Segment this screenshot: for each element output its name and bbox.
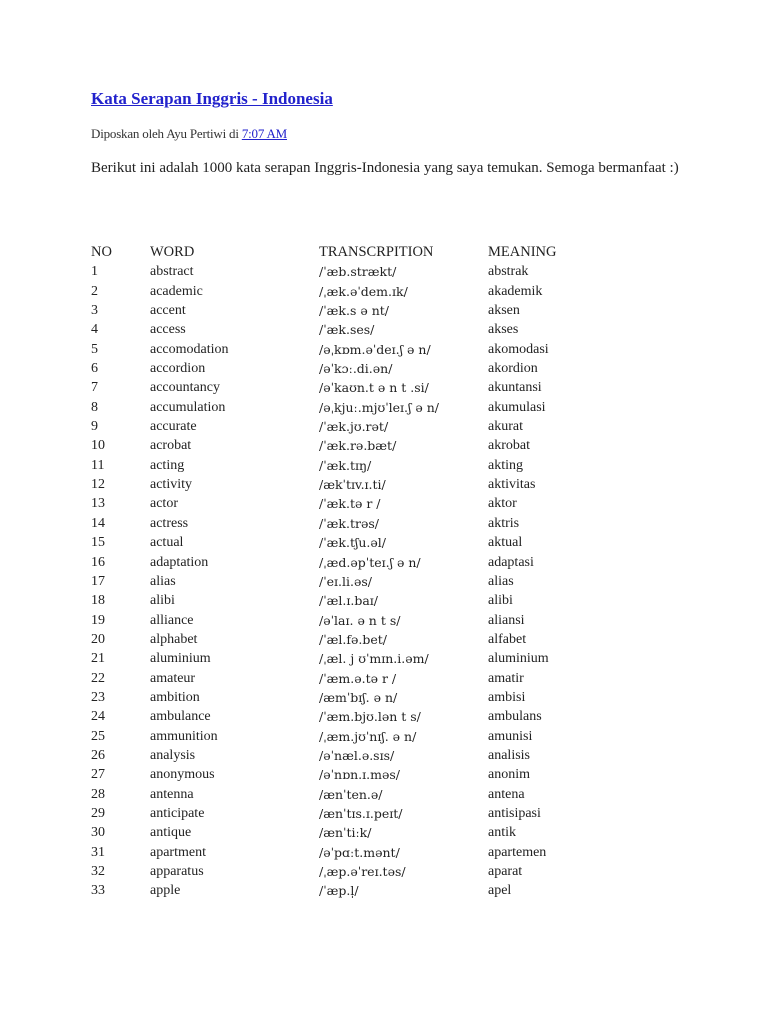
row-number: 18 — [91, 593, 105, 609]
row-word: ambulance — [150, 709, 211, 725]
row-word: alphabet — [150, 631, 198, 647]
table-row — [91, 378, 651, 397]
row-meaning: akumulasi — [488, 399, 546, 415]
row-transcription: /ˈæp.l̩/ — [319, 883, 359, 899]
row-word: antique — [150, 825, 192, 841]
row-meaning: ambisi — [488, 689, 526, 705]
row-transcription: /əˈnæl.ə.sɪs/ — [319, 747, 395, 763]
row-transcription: /ˈæl.fə.bet/ — [319, 631, 387, 647]
row-transcription: /ˈæm.ə.tə r / — [319, 670, 397, 686]
row-meaning: akurat — [488, 419, 523, 435]
row-number: 10 — [91, 438, 105, 454]
row-transcription: /əˌkjuː.mjʊˈleɪ.ʃ ə n/ — [319, 399, 440, 415]
table-row — [91, 727, 651, 746]
row-word: activity — [150, 477, 192, 493]
table-row — [91, 262, 651, 281]
table-row — [91, 669, 651, 688]
row-meaning: akting — [488, 457, 523, 473]
row-meaning: akses — [488, 322, 519, 338]
row-transcription: /ˌæl. j ʊˈmɪn.i.əm/ — [319, 651, 429, 667]
row-number: 27 — [91, 767, 105, 783]
row-transcription: /ˈæk.s ə nt/ — [319, 303, 389, 319]
row-number: 16 — [91, 554, 105, 570]
row-transcription: /ˈæk.jʊ.rət/ — [319, 419, 389, 435]
row-number: 21 — [91, 651, 105, 667]
table-row — [91, 514, 651, 533]
row-meaning: aksen — [488, 303, 520, 319]
row-number: 4 — [91, 322, 98, 338]
table-row — [91, 611, 651, 630]
row-number: 2 — [91, 283, 98, 299]
header-no: NO — [91, 244, 112, 260]
row-transcription: /ænˈtiːk/ — [319, 825, 372, 841]
row-number: 20 — [91, 631, 105, 647]
row-number: 13 — [91, 496, 105, 512]
row-number: 1 — [91, 264, 98, 280]
table-row — [91, 553, 651, 572]
row-number: 5 — [91, 341, 98, 357]
row-meaning: adaptasi — [488, 554, 534, 570]
row-meaning: aktual — [488, 535, 523, 551]
row-meaning: akordion — [488, 361, 538, 377]
row-word: anonymous — [150, 767, 215, 783]
post-author-label: Diposkan oleh Ayu Pertiwi di — [91, 126, 242, 141]
row-number: 30 — [91, 825, 105, 841]
row-number: 23 — [91, 689, 105, 705]
row-number: 6 — [91, 361, 98, 377]
row-meaning: alfabet — [488, 631, 527, 647]
row-transcription: /ˈeɪ.li.əs/ — [319, 573, 373, 589]
row-word: ambition — [150, 689, 200, 705]
row-number: 24 — [91, 709, 105, 725]
row-number: 11 — [91, 457, 105, 473]
row-number: 8 — [91, 399, 98, 415]
row-word: actress — [150, 515, 189, 531]
table-row — [91, 301, 651, 320]
post-meta — [91, 126, 287, 142]
table-row — [91, 785, 651, 804]
row-transcription: /ˈæk.trəs/ — [319, 515, 379, 531]
row-word: abstract — [150, 264, 194, 280]
row-transcription: /ˌæd.əpˈteɪ.ʃ ə n/ — [319, 554, 421, 570]
row-meaning: apartemen — [488, 844, 547, 860]
row-transcription: /ˌæm.jʊˈnɪʃ. ə n/ — [319, 728, 417, 744]
row-word: alliance — [150, 612, 194, 628]
row-number: 7 — [91, 380, 98, 396]
table-row — [91, 707, 651, 726]
row-transcription: /əˌkɒm.əˈdeɪ.ʃ ə n/ — [319, 341, 431, 357]
row-number: 29 — [91, 805, 105, 821]
row-meaning: aktivitas — [488, 477, 536, 493]
header-transcription: TRANSCRPITION — [319, 244, 434, 260]
row-meaning: amatir — [488, 670, 524, 686]
row-transcription: /æmˈbɪʃ. ə n/ — [319, 689, 398, 705]
row-word: accountancy — [150, 380, 220, 396]
row-word: ammunition — [150, 728, 218, 744]
row-number: 22 — [91, 670, 105, 686]
row-meaning: akrobat — [488, 438, 530, 454]
row-word: access — [150, 322, 186, 338]
row-number: 28 — [91, 786, 105, 802]
row-word: apple — [150, 883, 181, 899]
row-word: acting — [150, 457, 185, 473]
row-transcription: /ˌæp.əˈreɪ.təs/ — [319, 864, 406, 879]
row-word: alias — [150, 573, 176, 589]
table-row — [91, 533, 651, 552]
table-row — [91, 340, 651, 359]
row-word: accent — [150, 303, 186, 319]
table-row — [91, 765, 651, 784]
table-header-row — [91, 243, 651, 262]
row-number: 32 — [91, 864, 105, 879]
row-meaning: aparat — [488, 864, 523, 879]
row-transcription: /ˈæk.tʃu.əl/ — [319, 535, 386, 551]
row-transcription: /ˈæk.tɪŋ/ — [319, 457, 372, 473]
row-meaning: aliansi — [488, 612, 525, 628]
table-row — [91, 475, 651, 494]
table-row — [91, 282, 651, 301]
row-transcription: /ænˈten.ə/ — [319, 786, 383, 802]
header-meaning: MEANING — [488, 244, 557, 260]
row-number: 12 — [91, 477, 105, 493]
row-word: accurate — [150, 419, 197, 435]
row-word: actor — [150, 496, 178, 512]
table-row — [91, 823, 651, 842]
row-word: anticipate — [150, 805, 205, 821]
row-meaning: aktor — [488, 496, 517, 512]
row-word: actual — [150, 535, 184, 551]
row-number: 14 — [91, 515, 105, 531]
row-transcription: /əˈpɑːt.mənt/ — [319, 844, 400, 860]
row-number: 9 — [91, 419, 98, 435]
row-number: 19 — [91, 612, 105, 628]
intro-paragraph: Berikut ini adalah 1000 kata serapan Inggris-Indonesia yang saya temukan. Semoga bermanfaat :) — [91, 160, 679, 176]
row-number: 15 — [91, 535, 105, 551]
row-word: acrobat — [150, 438, 192, 454]
table-row — [91, 630, 651, 649]
row-word: alibi — [150, 593, 175, 609]
row-word: apparatus — [150, 864, 204, 879]
table-row — [91, 572, 651, 591]
row-number: 31 — [91, 844, 105, 860]
table-row — [91, 746, 651, 765]
row-meaning: antena — [488, 786, 525, 802]
row-transcription: /ˈæk.rə.bæt/ — [319, 438, 397, 454]
row-transcription: /əˈkaʊn.t ə n t .si/ — [319, 380, 429, 396]
row-transcription: /əˈnɒn.ɪ.məs/ — [319, 767, 400, 783]
table-row — [91, 862, 651, 881]
table-row — [91, 804, 651, 823]
row-meaning: analisis — [488, 747, 530, 763]
row-meaning: akademik — [488, 283, 543, 299]
row-word: accomodation — [150, 341, 229, 357]
row-word: academic — [150, 283, 203, 299]
row-meaning: akuntansi — [488, 380, 542, 396]
row-meaning: apel — [488, 883, 512, 899]
row-transcription: /ænˈtɪs.ɪ.peɪt/ — [319, 805, 403, 821]
row-number: 26 — [91, 747, 105, 763]
word-table — [91, 243, 651, 901]
row-meaning: alias — [488, 573, 514, 589]
row-meaning: antik — [488, 825, 516, 841]
row-transcription: /ˈæk.ses/ — [319, 322, 375, 338]
table-row — [91, 843, 651, 862]
row-transcription: /ˈæl.ɪ.baɪ/ — [319, 593, 379, 609]
table-row — [91, 359, 651, 378]
row-word: adaptation — [150, 554, 209, 570]
table-row — [91, 494, 651, 513]
table-body — [91, 262, 651, 900]
row-transcription: /əˈkɔː.di.ən/ — [319, 361, 393, 377]
row-meaning: aktris — [488, 515, 520, 531]
row-word: accumulation — [150, 399, 226, 415]
row-transcription: /ˈæb.strækt/ — [319, 264, 397, 280]
row-transcription: /ækˈtɪv.ɪ.ti/ — [319, 477, 386, 493]
row-transcription: /əˈlaɪ. ə n t s/ — [319, 612, 401, 628]
row-word: analysis — [150, 747, 196, 763]
table-row — [91, 456, 651, 475]
row-transcription: /ˌæk.əˈdem.ɪk/ — [319, 283, 408, 299]
row-meaning: anonim — [488, 767, 530, 783]
row-number: 3 — [91, 303, 98, 319]
row-transcription: /ˈæk.tə r / — [319, 496, 381, 512]
row-meaning: abstrak — [488, 264, 529, 280]
row-word: amateur — [150, 670, 196, 686]
row-word: antenna — [150, 786, 194, 802]
row-number: 17 — [91, 573, 105, 589]
row-meaning: amunisi — [488, 728, 533, 744]
table-row — [91, 591, 651, 610]
row-meaning: antisipasi — [488, 805, 541, 821]
table-row — [91, 649, 651, 668]
table-row — [91, 398, 651, 417]
table-row — [91, 320, 651, 339]
row-word: apartment — [150, 844, 206, 860]
table-row — [91, 688, 651, 707]
row-word: aluminium — [150, 651, 211, 667]
row-transcription: /ˈæm.bjʊ.lən t s/ — [319, 709, 421, 725]
row-number: 25 — [91, 728, 105, 744]
table-row — [91, 881, 651, 900]
row-meaning: akomodasi — [488, 341, 549, 357]
row-meaning: ambulans — [488, 709, 542, 725]
row-meaning: aluminium — [488, 651, 549, 667]
table-row — [91, 436, 651, 455]
row-word: accordion — [150, 361, 206, 377]
row-number: 33 — [91, 883, 105, 899]
header-word: WORD — [150, 244, 195, 260]
table-row — [91, 417, 651, 436]
row-meaning: alibi — [488, 593, 513, 609]
post-title-link[interactable]: Kata Serapan Inggris - Indonesia — [91, 89, 333, 108]
post-time-link[interactable]: 7:07 AM — [241, 126, 288, 141]
